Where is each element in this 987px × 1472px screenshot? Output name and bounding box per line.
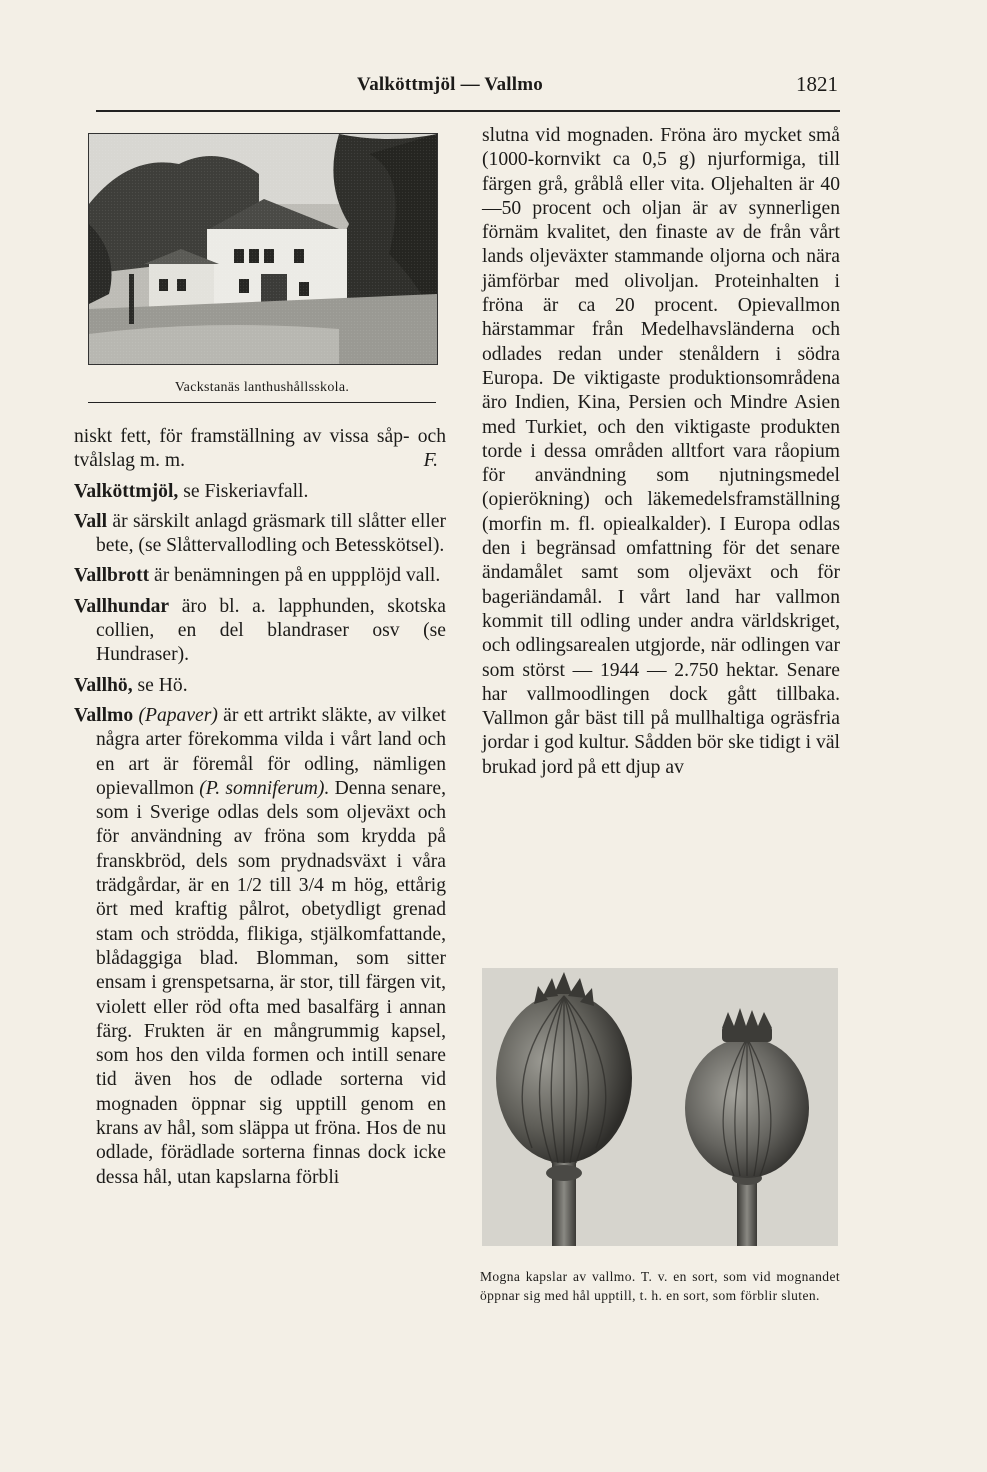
entry-text: se Hö. [132, 674, 188, 696]
entry-term: Vallhö, [74, 674, 133, 696]
entry-vallbrott [74, 564, 446, 588]
entry-valkottmjol [74, 480, 446, 504]
poppy-capsules-illustration [482, 968, 838, 1246]
continued-text-body: niskt fett, för framställning av vissa såp- och tvålslag m. m. [74, 426, 446, 472]
entry-term: Valköttmjöl, [74, 480, 179, 502]
entry-text: äro bl. a. lapphunden, skotska collien, en del blandraser osv (se Hundraser). [96, 595, 446, 666]
entry-term: Vall [74, 510, 108, 532]
latin-name: (Papaver) [138, 704, 218, 726]
caption-rule [88, 402, 436, 403]
entry-vall [74, 510, 446, 559]
entry-vallho [74, 674, 446, 698]
left-column [74, 425, 446, 1190]
page-number: 1821 [796, 72, 838, 96]
entry-text: se Fiskeriavfall. [178, 480, 309, 502]
entry-text: är benämningen på en uppplöjd vall. [149, 565, 441, 587]
house-photo-illustration [89, 134, 437, 364]
entry-term: Vallmo [74, 704, 134, 726]
page-header-title: Valköttmjöl — Vallmo [357, 74, 543, 95]
right-column [482, 124, 840, 780]
house-photo [88, 133, 438, 365]
entry-term: Vallhundar [74, 595, 170, 617]
right-column-text: slutna vid mognaden. Fröna äro mycket små (1000-kornvikt ca 0,5 g) njurformiga, till färgen grå, gråblå eller vita. Oljehalten är 40 —50 procent och oljan är av synnerligen förnäm kvalitet, den finaste av de från vårt lands oljeväxter stammande oljorna och nära jämförbar med olivoljan. Proteinhalten i fröna är ca 20 procent. Opievallmon härstammar från Medelhavsländerna och odlades redan under stenåldern i södra Europa. De viktigaste produktionsområdena äro Indien, Kina, Persien och Mindre Asien med Turkiet, och den viktigaste produkten torde i dessa områden alltfort vara råopium för användning som njutningsmedel (opierökning) och läkemedelsframställning (morfin m. fl. opiealkalder). I Europa odlas den i begränsad omfattning för det senare ändamålet samt som oljeväxt och för bageriändamål. I vårt land har vallmon kommit till odling under andra världskriget, och odlingsarealen utgjorde, när odlingen var som störst — 1944 — 2.750 hektar. Senare har vallmoodlingen dock gått tillbaka. Vallmon går bäst till på mullhaltiga ogräsfria jordar i god kultur. Sådden bör ske tidigt i väl brukad jord på ett djup av [482, 125, 840, 778]
latin-name-species: (P. somniferum). [199, 777, 330, 799]
author-signature: F. [423, 450, 438, 472]
house-photo-caption: Vackstanäs lanthushållsskola. [174, 380, 350, 395]
header-rule [96, 110, 840, 112]
entry-text-continued: Denna senare, som i Sverige odlas dels som oljeväxt och för användning av fröna som krydda på franskbröd, dels som prydnadsväxt i våra trädgårdar, är en 1/2 till 3/4 m hög, ettårig ört med kraftig pålrot, obetydligt grenad stam och strödda, flikiga, stjälkomfattande, blådaggiga blad. Blomman, som sitter ensam i grenspetsarna, är stor, till färgen vit, violett eller röd ofta med basalfärg i annan färg. Frukten är en mångrummig kapsel, som hos den vilda formen och intill senare tid även hos de odlade sorterna vid mognaden öppnar sig upptill genom en krans av hål, som släppa ut fröna. Hos de nu odlade, förädlade sorterna finnas dock icke dessa hål, utan kapslarna förbli [96, 777, 447, 1188]
entry-term: Vallbrott [74, 565, 150, 587]
entry-text: är särskilt anlagd gräsmark till slåtter eller bete, (se Slåttervallodling och Betesskötsel). [96, 510, 446, 557]
continued-text [74, 425, 446, 474]
poppy-photo-caption: Mogna kapslar av vallmo. T. v. en sort, som vid mognandet öppnar sig med hål upptill, t. h. en sort, som förblir sluten. [480, 1269, 840, 1303]
poppy-capsules-photo [482, 968, 838, 1246]
entry-vallmo [74, 704, 446, 1190]
entry-text: är ett artrikt släkte, av vilket några arter förekomma vilda i vårt land och en art är föremål för odling, nämligen opievallmon [96, 704, 446, 799]
entry-vallhundar [74, 595, 446, 668]
